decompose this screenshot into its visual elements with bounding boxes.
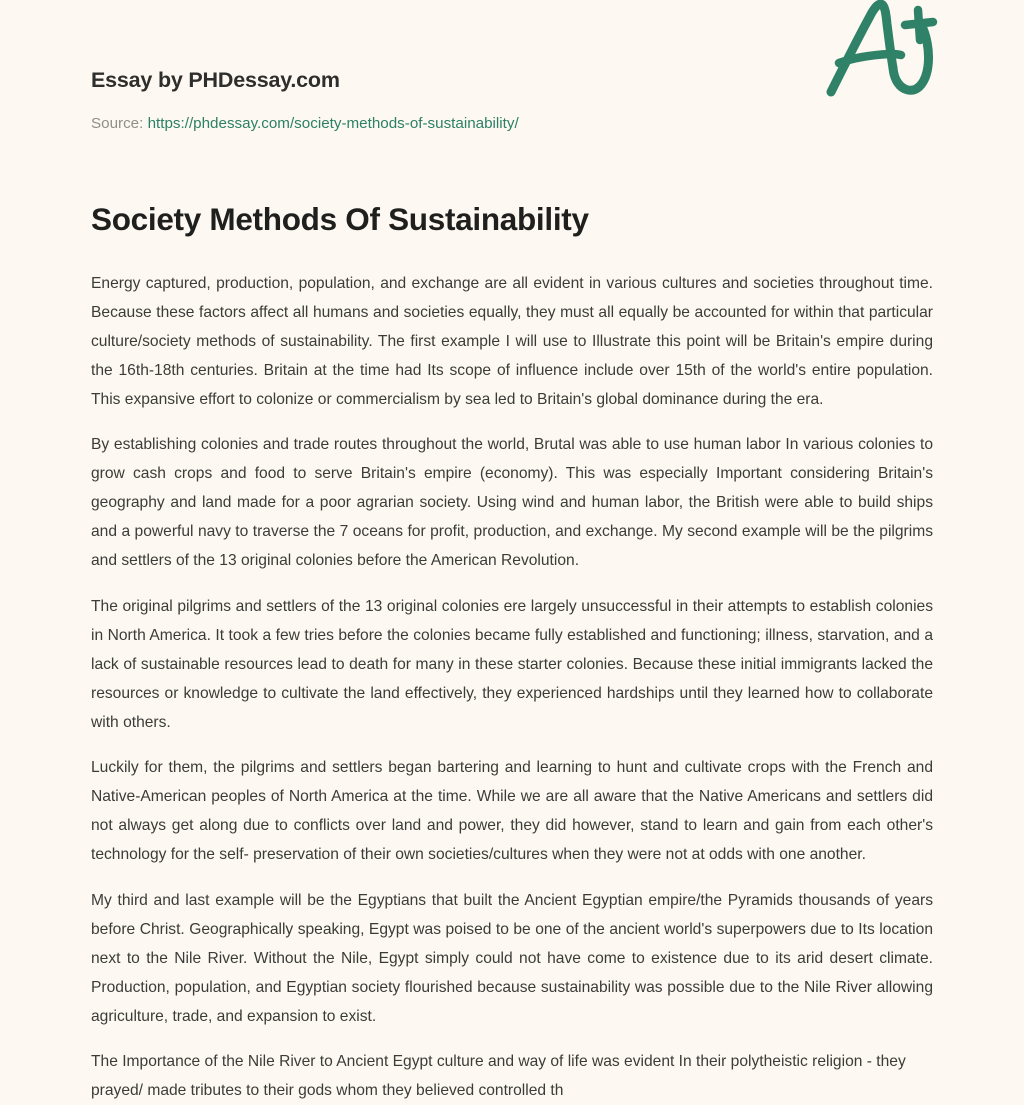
essay-paragraph: My third and last example will be the Egyptians that built the Ancient Egyptian empire/the Pyramids thousands of years before Christ. Geographically speaking, Egypt was poised to be one of the ancient world's superpowers due to Its location next to the Nile River. Without the Nile, Egypt simply could not have come to existence due to its arid desert climate. Production, population, and Egyptian society flourished because sustainability was possible due to the Nile River allowing agriculture, trade, and expansion to exist. xyxy=(91,891,933,1025)
source-url-link[interactable]: https://phdessay.com/society-methods-of-sustainability/ xyxy=(147,114,519,132)
essay-body xyxy=(91,239,933,1105)
page-header xyxy=(91,0,933,134)
source-label: Source: xyxy=(91,114,144,132)
essay-paragraph: Energy captured, production, population, and exchange are all evident in various cultures and societies throughout time. Because these factors affect all humans and societies equally, they must all equally be accounted for within that particular culture/society methods of sustainability. The first example I will use to Illustrate this point will be Britain's empire during the 16th-18th centuries. Britain at the time had Its scope of influence include over 15th of the world's entire population. This expansive effort to colonize or commercialism by sea led to Britain's global dominance during the era. xyxy=(91,274,933,408)
essay-paragraph: Luckily for them, the pilgrims and settlers began bartering and learning to hunt and cultivate crops with the French and Native-American peoples of North America at the time. While we are all aware that the Native Americans and settlers did not always get along due to conflicts over land and power, they did however, stand to learn and gain from each other's technology for the self- preservation of their own societies/cultures when they were not at odds with one another. xyxy=(91,759,933,864)
essay-paragraph: By establishing colonies and trade routes throughout the world, Brutal was able to use human labor In various colonies to grow cash crops and food to serve Britain's empire (economy). This was especially Important considering Britain's geography and land made for a poor agrarian society. Using wind and human labor, the British were able to build ships and a powerful navy to traverse the 7 oceans for profit, production, and exchange. My second example will be the pilgrims and settlers of the 13 original colonies before the American Revolution. xyxy=(91,436,933,570)
brand-title: Essay by PHDessay.com xyxy=(91,68,340,92)
page-title: Society Methods Of Sustainability xyxy=(91,200,589,237)
essay-paragraph: The original pilgrims and settlers of the 13 original colonies ere largely unsuccessful in their attempts to establish colonies in North America. It took a few tries before the colonies became fully established and functioning; illness, starvation, and a lack of sustainable resources lead to death for many in these starter colonies. Because these initial immigrants lacked the resources or knowledge to cultivate the land effectively, they experienced hardships until they learned how to collaborate with others. xyxy=(91,597,933,731)
essay-paragraph-truncated: The Importance of the Nile River to Ancient Egypt culture and way of life was evident In their polytheistic religion - they prayed/ made tributes to their gods whom they believed controlled th xyxy=(91,1053,906,1100)
source-line xyxy=(91,114,933,134)
